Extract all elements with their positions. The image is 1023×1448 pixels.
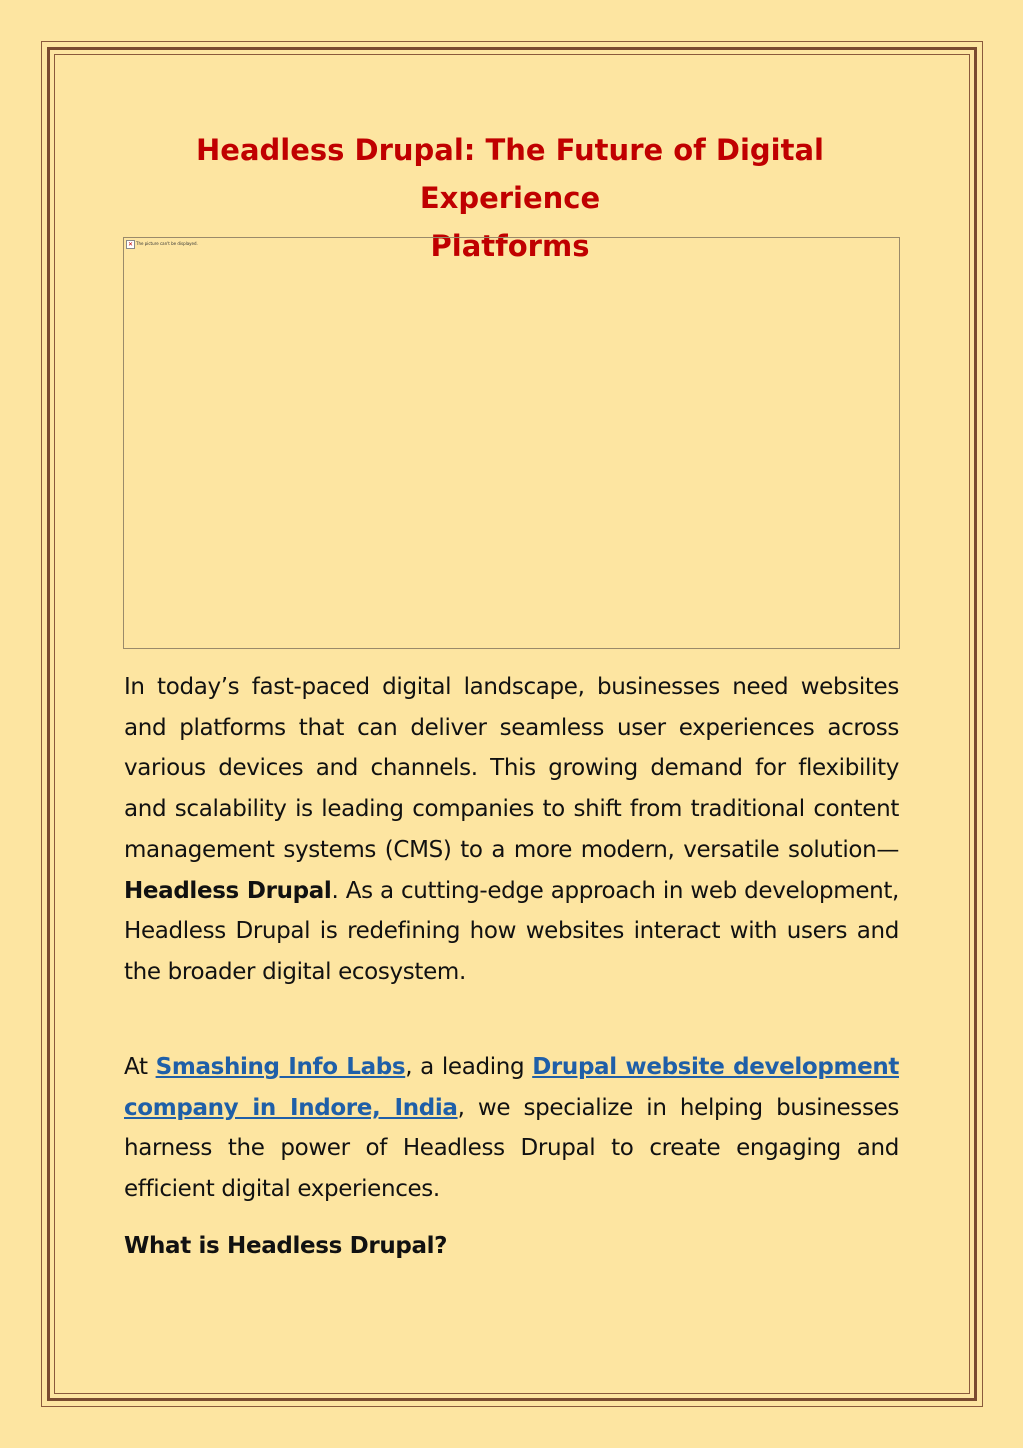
intro-paragraph (124, 667, 899, 993)
company-paragraph (124, 1047, 899, 1210)
company-middle: , a leading (405, 1054, 533, 1080)
title-line-2: Platforms (430, 229, 590, 263)
company-prefix: At (124, 1054, 156, 1080)
drupal-development-company-link[interactable]: Drupal website development company in Indore, India (124, 1054, 899, 1121)
image-placeholder-text: The picture can't be displayed. (136, 241, 198, 246)
smashing-info-labs-link[interactable]: Smashing Info Labs (155, 1054, 406, 1080)
broken-image-icon: ✕ (127, 241, 134, 248)
image-placeholder (123, 237, 900, 649)
intro-bold-term: Headless Drupal (124, 877, 332, 904)
section-heading: What is Headless Drupal? (124, 1233, 448, 1259)
title-line-1: Headless Drupal: The Future of Digital Experience (196, 133, 824, 215)
intro-text-end: . As a cutting-edge approach in web development, Headless Drupal is redefining how websites interact with users and the broader digital ecosystem. (124, 877, 899, 985)
company-suffix: , we specialize in helping businesses harness the power of Headless Drupal to create engaging and efficient digital experiences. (124, 1094, 900, 1203)
intro-text: In today’s fast-paced digital landscape, businesses need websites and platforms that can deliver seamless user experiences across various devices and channels. This growing demand for flexibility and scalability is leading companies to shift from traditional content management systems (CMS) to a more modern, versatile solution— (124, 674, 899, 863)
